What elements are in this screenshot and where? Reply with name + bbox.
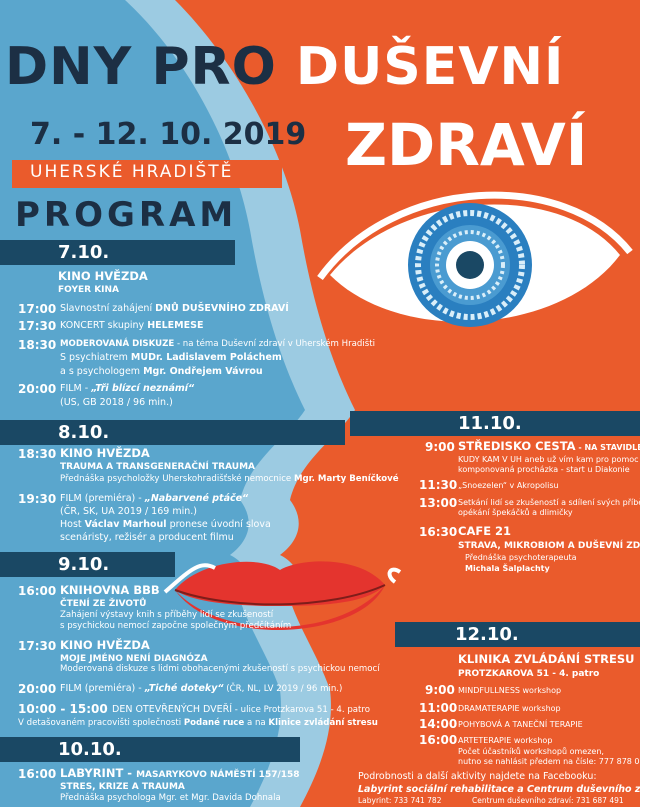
day3-venue: KINO HVĚZDA — [60, 638, 150, 652]
event-text: Přednáška psycholožky Uherskohradišťské nemocnice — [60, 474, 294, 484]
day3-time: 17:30 — [18, 639, 57, 653]
day2-time: 18:30 — [18, 447, 57, 461]
day6-time: 14:00 — [419, 717, 458, 731]
event-text: pronese úvodní slova — [166, 519, 271, 530]
day4-venue-sub: STRES, KRIZE A TRAUMA — [60, 782, 185, 792]
day2-venue: KINO HVĚZDA — [60, 446, 150, 460]
event-text: a na — [244, 718, 269, 728]
day5-venue-sub: STRAVA, MIKROBIOM A DUŠEVNÍ ZDRAVÍ — [458, 541, 664, 551]
day5-time: 16:30 — [419, 525, 458, 539]
event-text-bold: Mgr. Ondřejem Vávrou — [143, 366, 263, 377]
day6-event-line: Počet účastníků workshopů omezen, — [458, 747, 604, 756]
event-text: S psychiatrem — [60, 352, 131, 363]
day3-event-text — [112, 705, 370, 716]
event-text: Host — [60, 519, 85, 530]
day4-venue — [60, 767, 300, 780]
day5-time: 13:00 — [419, 496, 458, 510]
event-text: KONCERT skupiny — [60, 320, 148, 331]
event-text: FILM - — [60, 383, 92, 394]
day4-event-line: Přednáška psychologa Mgr. et Mgr. Davida Dohnala — [60, 793, 281, 803]
event-text: - na téma Duševní zdraví v Uherském Hradišti — [174, 339, 375, 349]
film-title: „Tři blízcí neznámí“ — [91, 383, 195, 394]
event-text-bold: Klinice zvládání stresu — [268, 718, 378, 728]
day1-venue: KINO HVĚZDA — [58, 269, 148, 283]
day-date-7-10: 7.10. — [58, 242, 110, 263]
venue-name: STŘEDISKO CESTA — [458, 439, 576, 453]
day2-event-text — [60, 494, 248, 505]
title-part-dny-pro: DNY PRO — [5, 37, 296, 97]
eye-illustration — [320, 195, 630, 327]
day4-time: 16:00 — [18, 767, 57, 781]
day3-event-line — [18, 719, 378, 729]
day-date-8-10: 8.10. — [58, 422, 110, 443]
day6-event-label: DRAMATERAPIE workshop — [458, 704, 561, 713]
day5-event-line: komponovaná procházka - start u Diakonie — [458, 465, 630, 474]
day1-time: 17:30 — [18, 319, 57, 333]
day-date-9-10: 9.10. — [58, 554, 110, 575]
day5-venue — [458, 440, 668, 453]
day5-event-line: Setkání lidí se zkušeností a sdílení svých příběhů — [458, 498, 654, 507]
event-text-bold: HELEMESE — [147, 320, 204, 331]
film-title: „Nabarvené ptáče“ — [144, 493, 249, 504]
day3-event-line: s psychickou nemocí započne společným předčítáním — [60, 621, 292, 631]
day6-time: 16:00 — [419, 733, 458, 747]
event-text: V detašovaném pracovišti společnosti — [18, 718, 184, 728]
event-text: a s psychologem — [60, 366, 144, 377]
day6-venue: KLINIKA ZVLÁDÁNÍ STRESU — [458, 652, 635, 666]
footer-phone-labyrint: Labyrint: 733 741 782 — [358, 796, 442, 805]
event-text-bold: MODEROVANÁ DISKUZE — [60, 339, 175, 349]
footer-phone-centrum: Centrum duševního zdraví: 731 687 491 — [472, 796, 624, 805]
day2-event-line — [60, 520, 271, 531]
day2-event-line: scenáristy, režisér a producent filmu — [60, 532, 234, 543]
event-text-bold: Václav Marhoul — [84, 519, 167, 530]
day3-venue: KNIHOVNA BBB — [60, 583, 160, 597]
day1-event-line — [60, 367, 263, 378]
day5-event-line: „Snoezelen“ v Akropolisu — [458, 481, 559, 490]
day1-event-text — [60, 321, 203, 332]
footer-facebook-note: Podrobnosti a další aktivity najdete na Facebooku: — [358, 771, 597, 782]
day-bar-10-10 — [0, 737, 300, 762]
day5-event-line: opékání špekáčků a dlimičky — [458, 508, 573, 517]
day3-event-line: Zahájení výstavy knih s příběhy lidí se zkušeností — [60, 610, 274, 620]
day2-event-text — [60, 475, 399, 485]
day1-event-line: (US, GB 2018 / 96 min.) — [60, 397, 173, 408]
day5-venue: CAFE 21 — [458, 524, 512, 538]
day-date-12-10: 12.10. — [455, 624, 519, 645]
event-text: - ulice Protzkarova 51 - 4. patro — [232, 705, 371, 715]
day-date-11-10: 11.10. — [458, 413, 522, 434]
day6-event-label: ARTETERAPIE workshop — [458, 736, 553, 745]
day3-venue-sub: MOJE JMÉNO NENÍ DIAGNÓZA — [60, 654, 208, 664]
event-text-bold: MUDr. Ladislavem Poláchem — [130, 352, 282, 363]
day1-event-text — [60, 304, 289, 315]
day3-event-line: Moderovaná diskuze s lidmi obohacenými zkušeností s psychickou nemocí — [60, 664, 380, 674]
day-date-10-10: 10.10. — [58, 739, 122, 760]
day3-venue-sub: ČTENÍ ZE ŽIVOTŮ — [60, 599, 147, 609]
event-text: FILM (premiéra) - — [60, 493, 145, 504]
title-line-2: ZDRAVÍ — [345, 111, 588, 179]
day3-time: 16:00 — [18, 584, 57, 598]
day-bar-9-10 — [0, 552, 175, 577]
city-label: UHERSKÉ HRADIŠTĚ — [30, 162, 234, 182]
day6-event-label: POHYBOVÁ A TANEČNÍ TERAPIE — [458, 720, 583, 729]
event-text-bold: Podané ruce — [183, 718, 245, 728]
film-title: „Tiché doteky“ — [144, 683, 224, 694]
footer-organizers: Labyrint sociální rehabilitace a Centrum duševního zdraví — [358, 784, 668, 795]
event-text: Slavnostní zahájení — [60, 303, 156, 314]
day3-time: 10:00 - 15:00 — [18, 702, 108, 716]
day-bar-12-10 — [395, 622, 640, 647]
day3-event-text — [60, 684, 342, 695]
day3-time: 20:00 — [18, 682, 57, 696]
dates-heading: 7. - 12. 10. 2019 — [30, 117, 307, 152]
title-line-1 — [5, 38, 564, 98]
event-text-bold: DNŮ DUŠEVNÍHO ZDRAVÍ — [155, 303, 289, 314]
day-bar-7-10 — [0, 240, 235, 265]
venue-address: - NA STAVIDLE 1266 — [575, 443, 668, 452]
day-bar-11-10 — [350, 411, 640, 436]
venue-address: MASARYKOVO NÁMĚSTÍ 157/158 — [136, 770, 300, 780]
program-heading: PROGRAM — [15, 195, 238, 235]
day1-event-text — [60, 340, 375, 350]
event-text: (ČR, NL, LV 2019 / 96 min.) — [223, 684, 343, 694]
day6-event-line: nutno se nahlásit předem na čísle: 777 878 062 — [458, 757, 650, 766]
day6-event-label: MINDFULLNESS workshop — [458, 686, 562, 695]
day5-event-line: Michala Šalplachty — [465, 564, 550, 573]
day1-venue-sub: FOYER KINA — [58, 285, 120, 295]
event-text: FILM (premiéra) - — [60, 683, 145, 694]
day6-time: 9:00 — [425, 683, 455, 697]
venue-name: LABYRINT - — [60, 766, 137, 780]
day2-time: 19:30 — [18, 492, 57, 506]
day1-time: 17:00 — [18, 302, 57, 316]
day6-time: 11:00 — [419, 701, 458, 715]
day2-event-line: (ČR, SK, UA 2019 / 169 min.) — [60, 506, 197, 517]
day1-event-text — [60, 384, 194, 395]
day5-time: 9:00 — [425, 440, 455, 454]
day5-event-line: KUDY KAM V UH aneb už vím kam pro pomoc — [458, 455, 639, 464]
day5-event-line: Přednáška psychoterapeuta — [465, 553, 577, 562]
day1-time: 18:30 — [18, 338, 57, 352]
day5-time: 11:30 — [419, 478, 458, 492]
title-part-dusevni: DUŠEVNÍ — [295, 37, 565, 97]
event-text: DEN OTEVŘENÝCH DVEŘÍ — [112, 704, 233, 715]
day2-venue-sub: TRAUMA A TRANSGENERAČNÍ TRAUMA — [60, 462, 255, 472]
day1-event-line — [60, 353, 282, 364]
day1-time: 20:00 — [18, 382, 57, 396]
day6-venue-sub: PROTZKAROVA 51 - 4. patro — [458, 669, 600, 679]
event-text-bold: Mgr. Marty Beníčkové — [293, 474, 399, 484]
day-bar-8-10 — [0, 420, 345, 445]
